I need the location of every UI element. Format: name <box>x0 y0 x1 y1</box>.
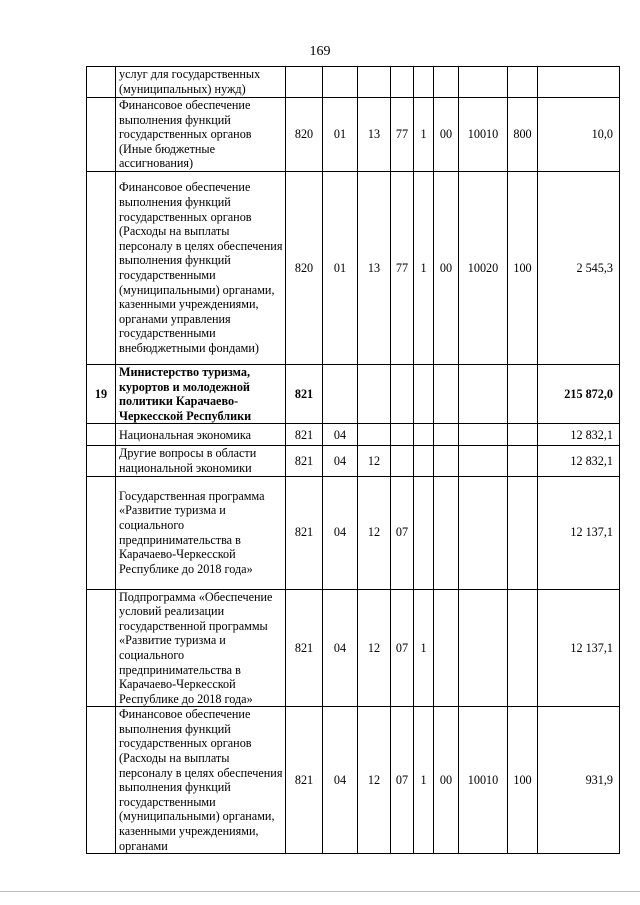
section-code-cell <box>323 67 358 98</box>
ministry-code-cell: 821 <box>286 424 323 446</box>
row-number-cell <box>87 476 116 589</box>
subprogram-code-cell: 1 <box>414 98 434 172</box>
amount-cell: 12 137,1 <box>538 476 620 589</box>
item-name-cell: Другие вопросы в области национальной экономики <box>116 446 286 476</box>
ministry-code-cell: 821 <box>286 476 323 589</box>
budget-table-body <box>87 67 620 854</box>
item-name-cell: Подпрограмма «Обеспечение условий реализации государственной программы «Развитие туризма и социального предпринимательства в Карачаево-Черкесской Республике до 2018 года» <box>116 589 286 707</box>
expense-type-cell <box>508 589 538 707</box>
subprogram-code-cell: 1 <box>414 171 434 364</box>
direction-code-cell <box>459 589 508 707</box>
table-row <box>87 476 620 589</box>
subprogram-code-cell <box>414 476 434 589</box>
amount-cell: 931,9 <box>538 707 620 854</box>
page-bottom-rule <box>0 891 640 892</box>
program-code-cell: 07 <box>391 476 414 589</box>
direction-code-cell: 10020 <box>459 171 508 364</box>
activity-code-cell: 00 <box>434 707 459 854</box>
expense-type-cell: 100 <box>508 707 538 854</box>
subsection-code-cell <box>358 364 391 423</box>
section-code-cell: 04 <box>323 589 358 707</box>
activity-code-cell: 00 <box>434 171 459 364</box>
direction-code-cell <box>459 476 508 589</box>
expense-type-cell <box>508 446 538 476</box>
activity-code-cell: 00 <box>434 98 459 172</box>
table-row <box>87 364 620 423</box>
ministry-code-cell <box>286 67 323 98</box>
expense-type-cell <box>508 476 538 589</box>
table-row <box>87 67 620 98</box>
section-code-cell: 04 <box>323 707 358 854</box>
amount-cell: 12 832,1 <box>538 446 620 476</box>
expense-type-cell: 800 <box>508 98 538 172</box>
subsection-code-cell <box>358 424 391 446</box>
subprogram-code-cell <box>414 424 434 446</box>
direction-code-cell: 10010 <box>459 98 508 172</box>
subsection-code-cell: 12 <box>358 446 391 476</box>
program-code-cell <box>391 67 414 98</box>
subprogram-code-cell <box>414 67 434 98</box>
row-number-cell <box>87 446 116 476</box>
section-code-cell <box>323 364 358 423</box>
expense-type-cell <box>508 424 538 446</box>
section-code-cell: 04 <box>323 476 358 589</box>
ministry-code-cell: 821 <box>286 707 323 854</box>
budget-table <box>86 66 620 854</box>
subsection-code-cell: 12 <box>358 707 391 854</box>
section-code-cell: 01 <box>323 98 358 172</box>
subsection-code-cell <box>358 67 391 98</box>
subsection-code-cell: 12 <box>358 476 391 589</box>
activity-code-cell <box>434 364 459 423</box>
item-name-cell: услуг для государственных (муниципальных) нужд) <box>116 67 286 98</box>
table-row <box>87 171 620 364</box>
row-number-cell <box>87 98 116 172</box>
section-code-cell: 04 <box>323 424 358 446</box>
amount-cell: 12 137,1 <box>538 589 620 707</box>
activity-code-cell <box>434 476 459 589</box>
page-number: 169 <box>309 44 331 59</box>
subprogram-code-cell: 1 <box>414 707 434 854</box>
subsection-code-cell: 12 <box>358 589 391 707</box>
expense-type-cell <box>508 364 538 423</box>
activity-code-cell <box>434 589 459 707</box>
activity-code-cell <box>434 67 459 98</box>
direction-code-cell <box>459 67 508 98</box>
subprogram-code-cell: 1 <box>414 589 434 707</box>
expense-type-cell <box>508 67 538 98</box>
amount-cell: 2 545,3 <box>538 171 620 364</box>
direction-code-cell: 10010 <box>459 707 508 854</box>
section-code-cell: 04 <box>323 446 358 476</box>
program-code-cell: 07 <box>391 707 414 854</box>
amount-cell: 10,0 <box>538 98 620 172</box>
item-name-cell: Государственная программа «Развитие туризма и социального предпринимательства в Карачаево-Черкесской Республике до 2018 года» <box>116 476 286 589</box>
program-code-cell <box>391 364 414 423</box>
item-name-cell: Министерство туризма, курортов и молодежной политики Карачаево-Черкесской Республики <box>116 364 286 423</box>
row-number-cell <box>87 171 116 364</box>
row-number-cell <box>87 589 116 707</box>
direction-code-cell <box>459 364 508 423</box>
expense-type-cell: 100 <box>508 171 538 364</box>
ministry-code-cell: 821 <box>286 446 323 476</box>
subsection-code-cell: 13 <box>358 171 391 364</box>
activity-code-cell <box>434 446 459 476</box>
ministry-code-cell: 820 <box>286 171 323 364</box>
program-code-cell <box>391 424 414 446</box>
table-row <box>87 589 620 707</box>
item-name-cell: Финансовое обеспечение выполнения функций государственных органов (Расходы на выплаты персоналу в целях обеспечения выполнения функций государственными (муниципальными) органами, казенными учреждениями, органами <box>116 707 286 854</box>
table-row <box>87 98 620 172</box>
subsection-code-cell: 13 <box>358 98 391 172</box>
amount-cell <box>538 67 620 98</box>
ministry-code-cell: 820 <box>286 98 323 172</box>
program-code-cell <box>391 446 414 476</box>
amount-cell: 215 872,0 <box>538 364 620 423</box>
item-name-cell: Финансовое обеспечение выполнения функций государственных органов (Иные бюджетные ассигнования) <box>116 98 286 172</box>
table-row <box>87 424 620 446</box>
row-number-cell <box>87 424 116 446</box>
row-number-cell: 19 <box>87 364 116 423</box>
direction-code-cell <box>459 424 508 446</box>
item-name-cell: Финансовое обеспечение выполнения функций государственных органов (Расходы на выплаты персоналу в целях обеспечения выполнения функций государственными (муниципальными) органами, казенными учреждениями, органами управления государственными внебюджетными фондами) <box>116 171 286 364</box>
amount-cell: 12 832,1 <box>538 424 620 446</box>
row-number-cell <box>87 67 116 98</box>
program-code-cell: 77 <box>391 98 414 172</box>
ministry-code-cell: 821 <box>286 589 323 707</box>
program-code-cell: 77 <box>391 171 414 364</box>
ministry-code-cell: 821 <box>286 364 323 423</box>
program-code-cell: 07 <box>391 589 414 707</box>
table-row <box>87 446 620 476</box>
item-name-cell: Национальная экономика <box>116 424 286 446</box>
direction-code-cell <box>459 446 508 476</box>
row-number-cell <box>87 707 116 854</box>
section-code-cell: 01 <box>323 171 358 364</box>
activity-code-cell <box>434 424 459 446</box>
table-row <box>87 707 620 854</box>
subprogram-code-cell <box>414 364 434 423</box>
subprogram-code-cell <box>414 446 434 476</box>
